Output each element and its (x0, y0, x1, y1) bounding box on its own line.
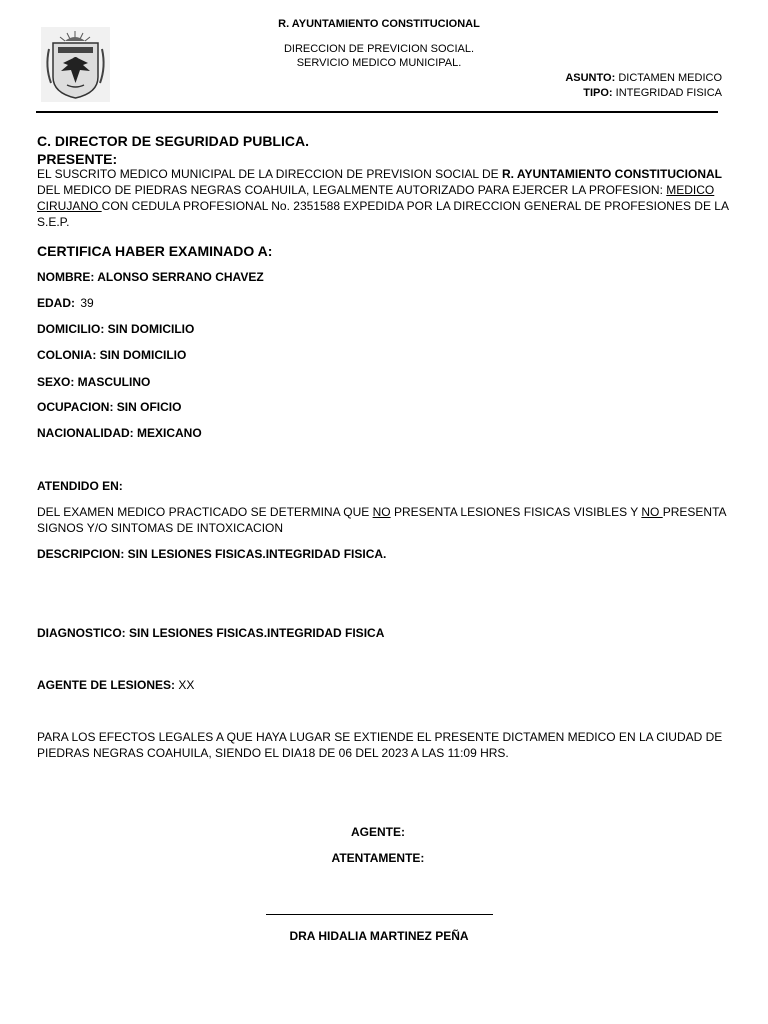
asunto-line (400, 71, 722, 86)
header-dept: DIRECCION DE PREVICION SOCIAL. (283, 43, 475, 55)
exam-text-1: DEL EXAMEN MEDICO PRACTICADO SE DETERMINA QUE (37, 505, 373, 519)
header-service: SERVICIO MEDICO MUNICIPAL. (296, 57, 462, 69)
recipient-presente: PRESENTE: (37, 151, 118, 167)
patient-domicilio: DOMICILIO: SIN DOMICILIO (37, 322, 195, 336)
edad-label: EDAD: (37, 296, 75, 310)
intro-text-2: DEL MEDICO DE PIEDRAS NEGRAS COAHUILA, LEGALMENTE AUTORIZADO PARA EJERCER LA PROFESION: (37, 183, 667, 197)
exam-text-3: PRESENTA SIGNOS Y/O SINTOMAS DE INTOXICACION (37, 505, 726, 535)
signature-line (266, 914, 493, 915)
intro-paragraph (37, 166, 730, 230)
asunto-value: DICTAMEN MEDICO (618, 72, 722, 84)
edad-value: 39 (80, 296, 94, 310)
header-org: R. AYUNTAMIENTO CONSTITUCIONAL (278, 18, 480, 30)
certifica-heading: CERTIFICA HABER EXAMINADO A: (37, 243, 273, 259)
exam-text-2: PRESENTA LESIONES FISICAS VISIBLES Y (390, 505, 642, 519)
intro-org-bold: R. AYUNTAMIENTO CONSTITUCIONAL (501, 167, 722, 181)
patient-edad (37, 295, 727, 311)
tipo-label: TIPO: (583, 87, 613, 99)
header-divider (36, 111, 718, 113)
descripcion: DESCRIPCION: SIN LESIONES FISICAS.INTEGRIDAD FISICA. (37, 547, 387, 561)
patient-ocupacion: OCUPACION: SIN OFICIO (37, 400, 182, 414)
intro-profession: MEDICO CIRUJANO (37, 183, 715, 213)
tipo-value: INTEGRIDAD FISICA (615, 87, 722, 99)
intro-text-3: CON CEDULA PROFESIONAL No. 2351588 EXPEDIDA POR LA DIRECCION GENERAL DE PROFESIONES DE LA S.E.P. (37, 199, 729, 229)
tipo-line (400, 86, 722, 101)
diagnostico: DIAGNOSTICO: SIN LESIONES FISICAS.INTEGRIDAD FISICA (37, 626, 385, 640)
atendido-label: ATENDIDO EN: (37, 479, 123, 493)
exam-no-1: NO (372, 505, 391, 519)
recipient-title: C. DIRECTOR DE SEGURIDAD PUBLICA. (37, 133, 309, 149)
agente-lesiones (37, 677, 727, 693)
closing-paragraph: PARA LOS EFECTOS LEGALES A QUE HAYA LUGAR SE EXTIENDE EL PRESENTE DICTAMEN MEDICO EN LA CIUDAD DE PIEDRAS NEGRAS COAHUILA, SIENDO EL DIA18 DE 06 DEL 2023 A LAS 11:09 HRS. (37, 730, 723, 760)
signatory-name: DRA HIDALIA MARTINEZ PEÑA (289, 929, 469, 943)
intro-text-1: EL SUSCRITO MEDICO MUNICIPAL DE LA DIRECCION DE PREVISION SOCIAL DE (37, 167, 502, 181)
atentamente-label: ATENTAMENTE: (331, 851, 425, 865)
patient-nombre: NOMBRE: ALONSO SERRANO CHAVEZ (37, 270, 264, 284)
agente-lesiones-value: XX (178, 678, 195, 692)
patient-sexo: SEXO: MASCULINO (37, 375, 151, 389)
agente-label: AGENTE: (351, 825, 405, 839)
patient-nacionalidad: NACIONALIDAD: MEXICANO (37, 426, 202, 440)
exam-paragraph (37, 504, 730, 536)
asunto-label: ASUNTO: (565, 72, 616, 84)
exam-no-2: NO (641, 505, 663, 519)
patient-colonia: COLONIA: SIN DOMICILIO (37, 348, 187, 362)
agente-lesiones-label: AGENTE DE LESIONES: (37, 678, 176, 692)
